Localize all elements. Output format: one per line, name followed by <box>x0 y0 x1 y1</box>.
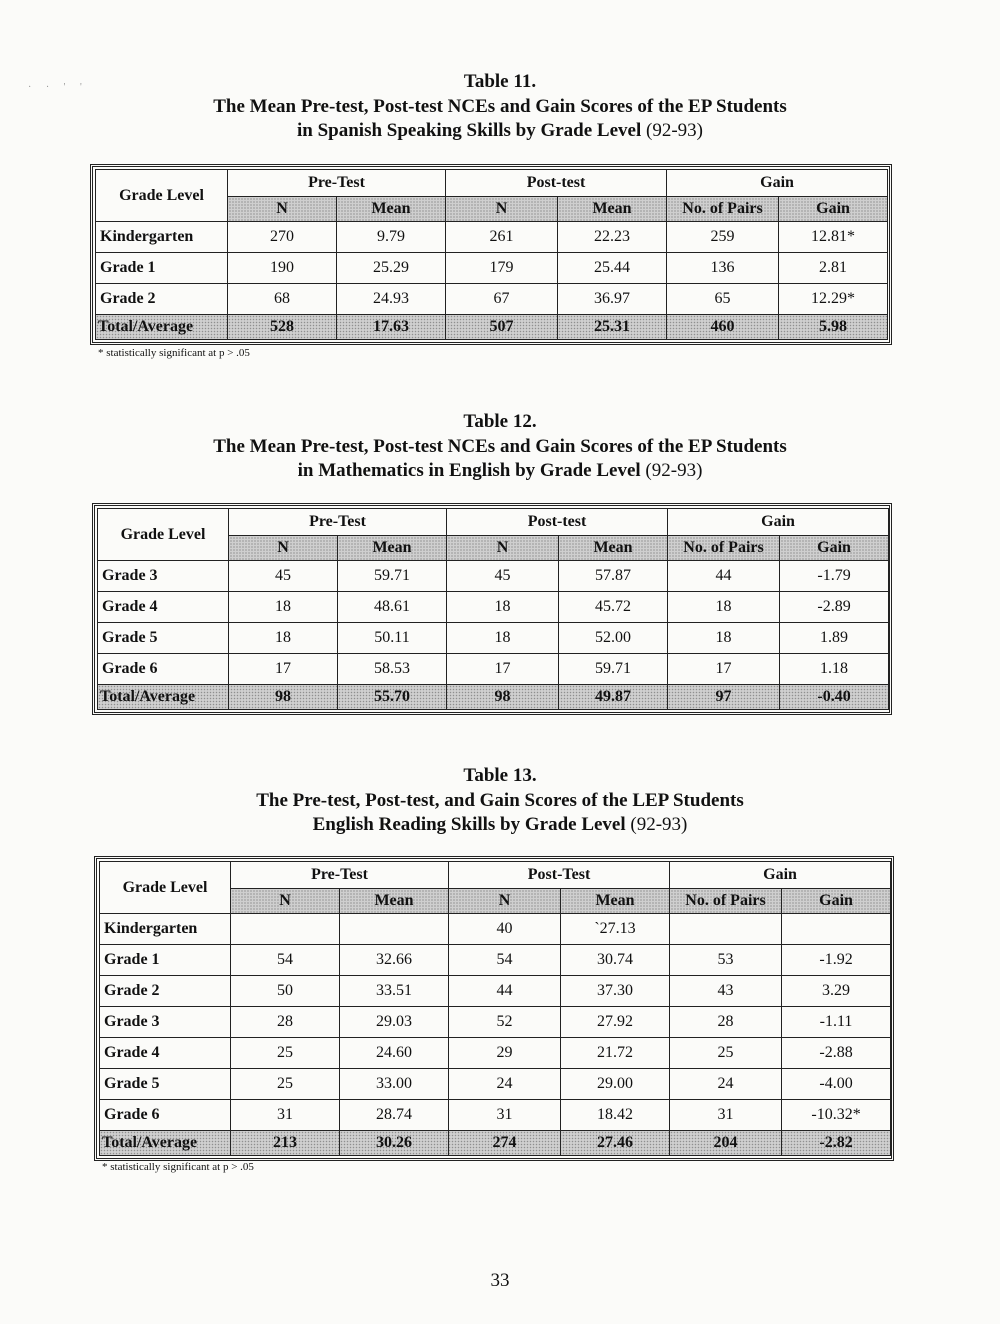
cell-pre-mean: 9.79 <box>337 222 446 253</box>
cell-post-n: 31 <box>449 1100 561 1131</box>
cell-pre-mean: 25.29 <box>337 253 446 284</box>
cell-post-mean: 18.42 <box>561 1100 670 1131</box>
cell-pre-mean: 33.00 <box>340 1069 449 1100</box>
table-title-line1: The Mean Pre-test, Post-test NCEs and Gain Scores of the EP Students <box>213 435 787 457</box>
total-row <box>98 685 889 710</box>
cell-post-mean: 52.00 <box>559 623 668 654</box>
table-row <box>100 1100 891 1131</box>
header-gain: Gain <box>782 889 891 914</box>
table-row <box>100 1038 891 1069</box>
cell-grade: Grade 4 <box>100 1038 231 1069</box>
cell-grade: Kindergarten <box>100 914 231 945</box>
cell-pre-mean: 17.63 <box>337 315 446 340</box>
table-number: Table 12. <box>463 411 537 432</box>
cell-grade: Grade 3 <box>98 561 229 592</box>
cell-post-n: 17 <box>447 654 559 685</box>
cell-post-n: 18 <box>447 592 559 623</box>
cell-post-n: 274 <box>449 1131 561 1156</box>
cell-pairs: 65 <box>667 284 779 315</box>
header-pre-test: Pre-Test <box>229 509 447 536</box>
cell-post-mean: 27.92 <box>561 1007 670 1038</box>
cell-grade: Kindergarten <box>96 222 228 253</box>
table-number: Table 11. <box>463 71 537 92</box>
cell-pre-mean: 28.74 <box>340 1100 449 1131</box>
table-row <box>98 592 889 623</box>
cell-pre-n: 98 <box>229 685 338 710</box>
cell-pre-n: 54 <box>231 945 340 976</box>
cell-pre-n: 25 <box>231 1038 340 1069</box>
header-pre-mean: Mean <box>337 197 446 222</box>
header-no-of-pairs: No. of Pairs <box>668 536 780 561</box>
table-row <box>100 1069 891 1100</box>
header-grade-level: Grade Level <box>98 509 229 561</box>
scan-marks: · · ' ' <box>28 82 88 93</box>
cell-post-mean: 59.71 <box>559 654 668 685</box>
cell-pre-n: 270 <box>228 222 337 253</box>
cell-post-n: 45 <box>447 561 559 592</box>
cell-pairs: 259 <box>667 222 779 253</box>
total-row <box>100 1131 891 1156</box>
cell-post-mean: 36.97 <box>558 284 667 315</box>
header-gain: Gain <box>780 536 889 561</box>
cell-pairs: 136 <box>667 253 779 284</box>
header-pre-n: N <box>228 197 337 222</box>
header-no-of-pairs: No. of Pairs <box>670 889 782 914</box>
cell-pairs: 44 <box>668 561 780 592</box>
cell-pre-mean: 59.71 <box>338 561 447 592</box>
cell-pairs: 53 <box>670 945 782 976</box>
header-pre-mean: Mean <box>338 536 447 561</box>
header-post-mean: Mean <box>559 536 668 561</box>
cell-post-n: 40 <box>449 914 561 945</box>
table-row <box>96 253 888 284</box>
table-row <box>98 623 889 654</box>
cell-gain: -1.79 <box>780 561 889 592</box>
cell-pairs: 25 <box>670 1038 782 1069</box>
cell-pairs: 43 <box>670 976 782 1007</box>
table-13-caption <box>0 764 1000 838</box>
header-pre-n: N <box>229 536 338 561</box>
cell-pairs: 24 <box>670 1069 782 1100</box>
header-post-mean: Mean <box>561 889 670 914</box>
cell-pairs: 204 <box>670 1131 782 1156</box>
cell-pre-mean: 48.61 <box>338 592 447 623</box>
cell-gain: 3.29 <box>782 976 891 1007</box>
cell-gain: -2.82 <box>782 1131 891 1156</box>
header-gain-group: Gain <box>667 170 888 197</box>
table-row <box>100 945 891 976</box>
cell-pre-n <box>231 914 340 945</box>
header-no-of-pairs: No. of Pairs <box>667 197 779 222</box>
cell-pairs: 31 <box>670 1100 782 1131</box>
table-title-line2: in Mathematics in English by Grade Level <box>297 460 641 481</box>
table-years: (92-93) <box>630 814 688 835</box>
cell-post-n: 18 <box>447 623 559 654</box>
cell-pre-mean: 55.70 <box>338 685 447 710</box>
cell-grade: Grade 2 <box>100 976 231 1007</box>
cell-gain: 5.98 <box>779 315 888 340</box>
table-row <box>98 561 889 592</box>
cell-post-n: 179 <box>446 253 558 284</box>
cell-grade: Grade 6 <box>100 1100 231 1131</box>
cell-grade: Grade 5 <box>98 623 229 654</box>
cell-pre-n: 213 <box>231 1131 340 1156</box>
header-grade-level: Grade Level <box>100 862 231 914</box>
header-post-test: Post-Test <box>449 862 670 889</box>
table-title-line1: The Mean Pre-test, Post-test NCEs and Gain Scores of the EP Students <box>213 95 787 117</box>
header-pre-n: N <box>231 889 340 914</box>
header-post-n: N <box>447 536 559 561</box>
header-pre-test: Pre-Test <box>228 170 446 197</box>
cell-post-mean: `27.13 <box>561 914 670 945</box>
cell-post-n: 261 <box>446 222 558 253</box>
cell-gain: -0.40 <box>780 685 889 710</box>
table-title-line2: in Spanish Speaking Skills by Grade Level <box>297 120 642 141</box>
cell-post-n: 52 <box>449 1007 561 1038</box>
cell-gain: -2.88 <box>782 1038 891 1069</box>
cell-grade: Grade 5 <box>100 1069 231 1100</box>
cell-post-mean: 25.31 <box>558 315 667 340</box>
header-gain-group: Gain <box>670 862 891 889</box>
cell-pre-n: 50 <box>231 976 340 1007</box>
cell-pre-mean: 32.66 <box>340 945 449 976</box>
cell-post-n: 54 <box>449 945 561 976</box>
table-12 <box>92 503 892 715</box>
table-row <box>100 1007 891 1038</box>
table-13 <box>94 856 894 1161</box>
header-gain-group: Gain <box>668 509 889 536</box>
cell-pre-mean: 24.93 <box>337 284 446 315</box>
cell-post-n: 507 <box>446 315 558 340</box>
cell-post-mean: 45.72 <box>559 592 668 623</box>
cell-post-mean: 25.44 <box>558 253 667 284</box>
cell-gain: 2.81 <box>779 253 888 284</box>
cell-pre-mean: 50.11 <box>338 623 447 654</box>
header-pre-mean: Mean <box>340 889 449 914</box>
cell-post-n: 98 <box>447 685 559 710</box>
header-post-n: N <box>449 889 561 914</box>
header-post-mean: Mean <box>558 197 667 222</box>
cell-post-mean: 22.23 <box>558 222 667 253</box>
table-title-line1: The Pre-test, Post-test, and Gain Scores of the LEP Students <box>256 789 744 811</box>
header-pre-test: Pre-Test <box>231 862 449 889</box>
cell-pre-n: 68 <box>228 284 337 315</box>
cell-pairs: 28 <box>670 1007 782 1038</box>
cell-gain: 1.18 <box>780 654 889 685</box>
cell-gain: -1.92 <box>782 945 891 976</box>
cell-grade: Grade 6 <box>98 654 229 685</box>
cell-pre-mean: 29.03 <box>340 1007 449 1038</box>
cell-pairs: 460 <box>667 315 779 340</box>
cell-post-mean: 30.74 <box>561 945 670 976</box>
table-row <box>100 914 891 945</box>
table-years: (92-93) <box>645 460 703 481</box>
cell-pre-n: 25 <box>231 1069 340 1100</box>
header-post-test: Post-test <box>446 170 667 197</box>
cell-grade: Total/Average <box>100 1131 231 1156</box>
cell-gain: -2.89 <box>780 592 889 623</box>
cell-gain: 12.81* <box>779 222 888 253</box>
cell-post-mean: 37.30 <box>561 976 670 1007</box>
cell-pre-n: 18 <box>229 623 338 654</box>
table-row <box>98 654 889 685</box>
table-years: (92-93) <box>646 120 703 141</box>
page-number: 33 <box>490 1270 510 1291</box>
cell-pairs <box>670 914 782 945</box>
cell-pre-mean <box>340 914 449 945</box>
cell-grade: Grade 4 <box>98 592 229 623</box>
header-post-test: Post-test <box>447 509 668 536</box>
cell-gain: 1.89 <box>780 623 889 654</box>
table-12-caption <box>0 410 1000 484</box>
cell-pre-mean: 24.60 <box>340 1038 449 1069</box>
cell-post-n: 29 <box>449 1038 561 1069</box>
cell-grade: Grade 1 <box>96 253 228 284</box>
table-title-line2: English Reading Skills by Grade Level <box>312 814 626 835</box>
footnote: * statistically significant at p > .05 <box>98 347 250 359</box>
cell-post-n: 24 <box>449 1069 561 1100</box>
header-post-n: N <box>446 197 558 222</box>
cell-gain: -4.00 <box>782 1069 891 1100</box>
cell-gain: -1.11 <box>782 1007 891 1038</box>
cell-grade: Total/Average <box>96 315 228 340</box>
cell-pairs: 17 <box>668 654 780 685</box>
table-number: Table 13. <box>463 765 537 786</box>
header-gain: Gain <box>779 197 888 222</box>
cell-gain: 12.29* <box>779 284 888 315</box>
cell-post-mean: 57.87 <box>559 561 668 592</box>
cell-pre-mean: 30.26 <box>340 1131 449 1156</box>
cell-gain: -10.32* <box>782 1100 891 1131</box>
header-grade-level: Grade Level <box>96 170 228 222</box>
cell-grade: Grade 3 <box>100 1007 231 1038</box>
cell-post-mean: 21.72 <box>561 1038 670 1069</box>
cell-pre-mean: 58.53 <box>338 654 447 685</box>
table-11 <box>90 164 892 345</box>
cell-grade: Total/Average <box>98 685 229 710</box>
cell-grade: Grade 1 <box>100 945 231 976</box>
cell-pre-n: 528 <box>228 315 337 340</box>
cell-pre-mean: 33.51 <box>340 976 449 1007</box>
table-row <box>96 284 888 315</box>
cell-pre-n: 45 <box>229 561 338 592</box>
cell-pairs: 18 <box>668 623 780 654</box>
cell-post-mean: 29.00 <box>561 1069 670 1100</box>
cell-grade: Grade 2 <box>96 284 228 315</box>
cell-pre-n: 31 <box>231 1100 340 1131</box>
footnote: * statistically significant at p > .05 <box>102 1161 254 1173</box>
cell-pre-n: 18 <box>229 592 338 623</box>
cell-pairs: 18 <box>668 592 780 623</box>
table-row <box>96 222 888 253</box>
cell-post-n: 67 <box>446 284 558 315</box>
cell-pre-n: 17 <box>229 654 338 685</box>
cell-post-mean: 49.87 <box>559 685 668 710</box>
cell-post-n: 44 <box>449 976 561 1007</box>
cell-pairs: 97 <box>668 685 780 710</box>
total-row <box>96 315 888 340</box>
cell-pre-n: 28 <box>231 1007 340 1038</box>
cell-gain <box>782 914 891 945</box>
cell-post-mean: 27.46 <box>561 1131 670 1156</box>
cell-pre-n: 190 <box>228 253 337 284</box>
table-11-caption <box>0 70 1000 144</box>
table-row <box>100 976 891 1007</box>
